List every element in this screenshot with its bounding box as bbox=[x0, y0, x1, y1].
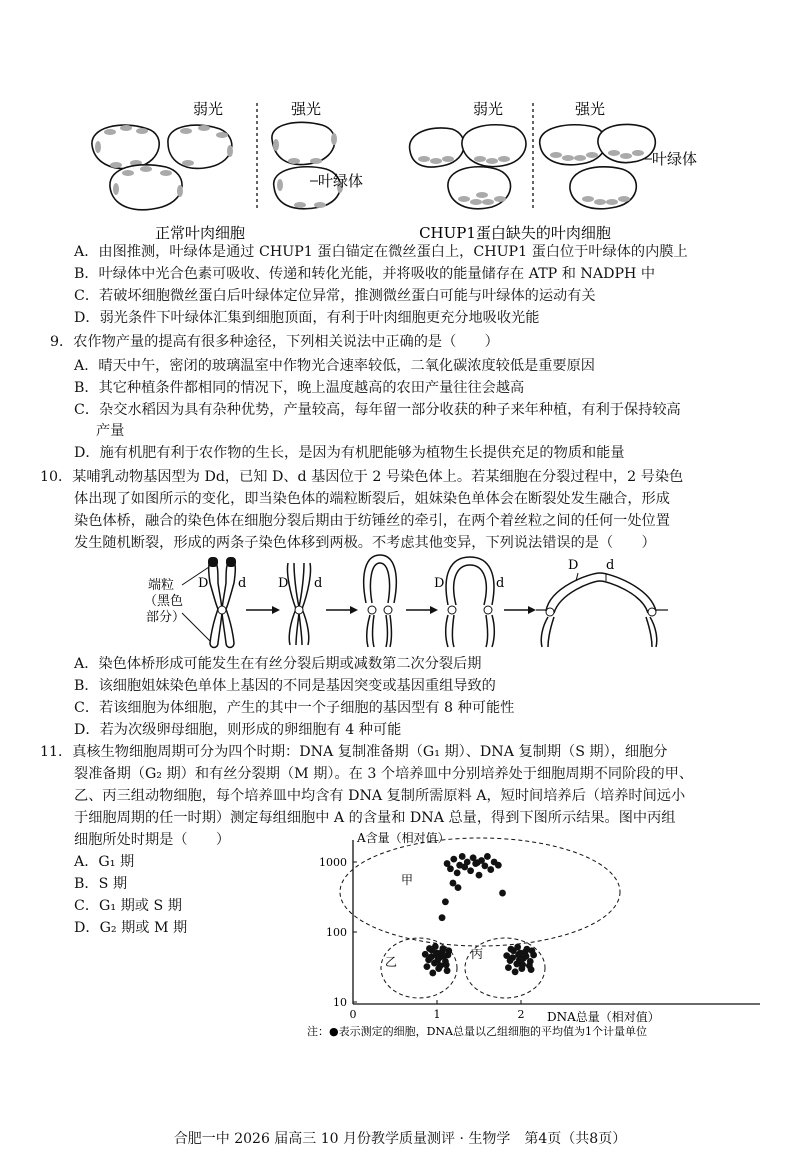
data-point-group-0 bbox=[447, 865, 454, 872]
data-point-group-0 bbox=[474, 859, 481, 866]
q8-option-b: B．叶绿体中光合色素可吸收、传递和转化光能，并将吸收的能量储存在 ATP 和 NADPH 中 bbox=[74, 266, 656, 282]
data-point-group-0 bbox=[450, 880, 457, 887]
q10-stem-line3: 染色体桥，融合的染色体在细胞分裂后期由于纺锤丝的牵引，在两个着丝粒之间的任何一处位置 bbox=[74, 513, 670, 529]
data-point-group-2 bbox=[523, 953, 530, 960]
mutant-cell-strong-3 bbox=[570, 167, 636, 209]
chromosome-stage-2 bbox=[278, 563, 322, 645]
svg-text:（黑色: （黑色 bbox=[144, 594, 184, 609]
q10-option-c: C．若该细胞为体细胞，产生的其中一个子细胞的基因型有 8 种可能性 bbox=[74, 700, 515, 716]
data-point-group-0 bbox=[467, 867, 474, 874]
svg-text:d: d bbox=[606, 558, 615, 573]
q9-option-c: C．杂交水稻因为具有杂种优势，产量较高，每年留一部分收获的种子来年种植，有利于保持较高 bbox=[74, 402, 681, 418]
data-point-group-1 bbox=[433, 952, 440, 959]
data-point-group-1 bbox=[437, 962, 444, 969]
data-point-group-0 bbox=[450, 856, 457, 863]
q10-stem-line4: 发生随机断裂，形成的两条子染色体移到两极。不考虑其他变异，下列说法错误的是（ ） bbox=[74, 535, 656, 551]
data-point-group-2 bbox=[519, 961, 526, 968]
data-point-group-1 bbox=[445, 947, 452, 954]
svg-text:d: d bbox=[496, 576, 505, 591]
data-point-group-1 bbox=[440, 953, 447, 960]
q10-option-a: A．染色体桥形成可能发生在有丝分裂后期或减数第二次分裂后期 bbox=[74, 656, 482, 672]
q8-option-d: D．弱光条件下叶绿体汇集到细胞顶面，有利于叶肉细胞更充分地吸收光能 bbox=[74, 310, 540, 326]
chromosome-stage-1 bbox=[198, 557, 246, 648]
data-point-group-0 bbox=[459, 853, 466, 860]
q9-option-b: B．其它种植条件都相同的情况下，晚上温度越高的农田产量往往会越高 bbox=[74, 380, 525, 396]
q10-option-d: D．若为次级卵母细胞，则形成的卵细胞有 4 种可能 bbox=[74, 722, 402, 738]
label-chloroplast-right: 叶绿体 bbox=[652, 150, 698, 168]
data-point-group-2 bbox=[512, 968, 519, 975]
data-point-group-1 bbox=[432, 943, 439, 950]
data-point-group-0 bbox=[439, 914, 446, 921]
q10-stem-line1: 10．某哺乳动物基因型为 Dd，已知 D、d 基因位于 2 号染色体上。若某细胞在分裂过程中，2 号染色 bbox=[40, 469, 684, 485]
y-tick-label: 10 bbox=[333, 996, 347, 1009]
label-chloroplast-left: 叶绿体 bbox=[318, 172, 364, 190]
data-point-group-0 bbox=[442, 898, 449, 905]
q11-stem-line5: 细胞所处时期是（ ） bbox=[74, 832, 231, 848]
data-point-group-1 bbox=[429, 970, 436, 977]
page-footer: 合肥一中 2026 届高三 10 月份教学质量测评 · 生物学 第4页（共8页） bbox=[173, 1131, 627, 1147]
mutant-cell-weak-2 bbox=[462, 125, 526, 167]
data-point-group-0 bbox=[464, 859, 471, 866]
q11-option-d: D．G₂ 期或 M 期 bbox=[74, 920, 188, 936]
mutant-cell-strong-2 bbox=[598, 124, 655, 162]
q8-option-c: C．若破坏细胞微丝蛋白后叶绿体定位异常，推测微丝蛋白可能与叶绿体的运动有关 bbox=[74, 288, 596, 304]
svg-text:D: D bbox=[278, 576, 289, 591]
q11-option-c: C．G₁ 期或 S 期 bbox=[74, 898, 182, 914]
group-label-bing: 丙 bbox=[471, 947, 484, 961]
q11-stem-line3: 乙、丙三组动物细胞，每个培养皿中均含有 DNA 复制所需原料 A，短时间培养后（培养时间远小 bbox=[74, 788, 686, 804]
q9-option-c-cont: 产量 bbox=[96, 423, 125, 439]
q11-option-a: A．G₁ 期 bbox=[74, 854, 135, 870]
cell-cycle-scatter-chart bbox=[305, 826, 765, 1038]
data-point-group-0 bbox=[499, 890, 506, 897]
group-label-jia: 甲 bbox=[401, 873, 414, 887]
chloroplast-figure bbox=[70, 95, 750, 245]
q9-option-a: A．晴天中午，密闭的玻璃温室中作物光合速率较低，二氧化碳浓度较低是重要原因 bbox=[74, 358, 595, 374]
label-weak-light-left: 弱光 bbox=[192, 100, 224, 118]
q11-stem-line4: 于细胞周期的任一时期）测定每组细胞中 A 的含量和 DNA 总量，得到下图所示结果。图中丙组 bbox=[74, 810, 676, 826]
data-point-group-2 bbox=[505, 964, 512, 971]
gene-d-label: d bbox=[238, 576, 247, 591]
normal-cell-weak-1 bbox=[92, 125, 159, 169]
svg-text:部分）: 部分） bbox=[146, 610, 186, 625]
x-tick-label: 2 bbox=[517, 1008, 525, 1021]
data-point-group-1 bbox=[426, 945, 433, 952]
chart-xlabel: DNA总量（相对值） bbox=[547, 1010, 660, 1024]
label-strong-light-right: 强光 bbox=[574, 100, 606, 118]
data-point-group-0 bbox=[495, 862, 502, 869]
data-point-group-1 bbox=[444, 967, 451, 974]
data-point-group-1 bbox=[443, 961, 450, 968]
data-point-group-1 bbox=[424, 963, 431, 970]
gene-D-label: D bbox=[198, 576, 209, 591]
q11-stem-line1: 11．真核生物细胞周期可分为四个时期：DNA 复制准备期（G₁ 期）、DNA 复制期（S 期），细胞分 bbox=[40, 744, 668, 760]
svg-text:D: D bbox=[568, 558, 579, 573]
data-point-group-0 bbox=[454, 869, 461, 876]
data-point-group-0 bbox=[455, 884, 462, 891]
data-point-group-2 bbox=[514, 944, 521, 951]
q9-stem: 9．农作物产量的提高有很多种途径，下列相关说法中正确的是（ ） bbox=[50, 334, 499, 350]
svg-text:D: D bbox=[434, 576, 445, 591]
chart-note: 注：●表示测定的细胞，DNA总量以乙组细胞的平均值为1个计量单位 bbox=[307, 1025, 647, 1038]
chart-ylabel: A含量（相对值） bbox=[357, 831, 450, 845]
svg-text:端粒: 端粒 bbox=[148, 578, 175, 593]
q11-option-b: B．S 期 bbox=[74, 876, 128, 892]
telomere-label bbox=[144, 577, 185, 625]
data-point-group-0 bbox=[481, 862, 488, 869]
data-point-group-0 bbox=[487, 866, 494, 873]
data-point-group-2 bbox=[529, 947, 536, 954]
normal-cell-weak-3 bbox=[110, 165, 183, 210]
caption-chup1-mutant-cell: CHUP1蛋白缺失的叶肉细胞 bbox=[419, 224, 611, 242]
caption-normal-cell: 正常叶肉细胞 bbox=[154, 224, 246, 242]
label-weak-light-right: 弱光 bbox=[472, 100, 504, 118]
data-point-group-2 bbox=[509, 954, 516, 961]
x-tick-label: 0 bbox=[349, 1008, 357, 1021]
group-label-yi: 乙 bbox=[385, 955, 398, 969]
group-jia-ellipse bbox=[340, 838, 620, 946]
y-tick-label: 100 bbox=[326, 926, 347, 939]
mutant-cell-weak-3 bbox=[448, 167, 511, 209]
q11-stem-line2: 裂准备期（G₂ 期）和有丝分裂期（M 期）。在 3 个培养皿中分别培养处于细胞周期不同阶段的甲、 bbox=[74, 766, 694, 782]
data-point-group-2 bbox=[528, 966, 535, 973]
label-strong-light-left: 强光 bbox=[290, 100, 322, 118]
chromosome-stage-3 bbox=[364, 555, 397, 647]
chromosome-stage-4 bbox=[434, 557, 504, 647]
x-tick-label: 1 bbox=[433, 1008, 441, 1021]
data-point-group-2 bbox=[515, 952, 522, 959]
data-point-group-2 bbox=[508, 946, 515, 953]
mutant-cell-strong-1 bbox=[540, 125, 606, 165]
data-point-group-0 bbox=[476, 872, 483, 879]
q9-option-d: D．施有机肥有利于农作物的生长，是因为有机肥能够为植物生长提供充足的物质和能量 bbox=[74, 445, 625, 461]
q10-stem-line2: 体出现了如图所示的变化，即当染色体的端粒断裂后，姐妹染色单体会在断裂处发生融合，形成 bbox=[74, 491, 670, 507]
normal-cell-strong-1 bbox=[272, 122, 337, 164]
svg-text:d: d bbox=[314, 576, 323, 591]
q10-option-b: B．该细胞姐妹染色单体上基因的不同是基因突变或基因重组导致的 bbox=[74, 678, 496, 694]
q8-option-a: A．由图推测，叶绿体是通过 CHUP1 蛋白锚定在微丝蛋白上，CHUP1 蛋白位于叶绿体的内膜上 bbox=[74, 244, 688, 260]
chromosome-bridge-figure bbox=[130, 553, 670, 653]
normal-cell-weak-2 bbox=[168, 125, 233, 168]
mutant-cell-weak-1 bbox=[410, 128, 465, 167]
data-point-group-0 bbox=[484, 853, 491, 860]
chromosome-bridge bbox=[536, 558, 668, 647]
y-tick-label: 1000 bbox=[319, 856, 347, 869]
